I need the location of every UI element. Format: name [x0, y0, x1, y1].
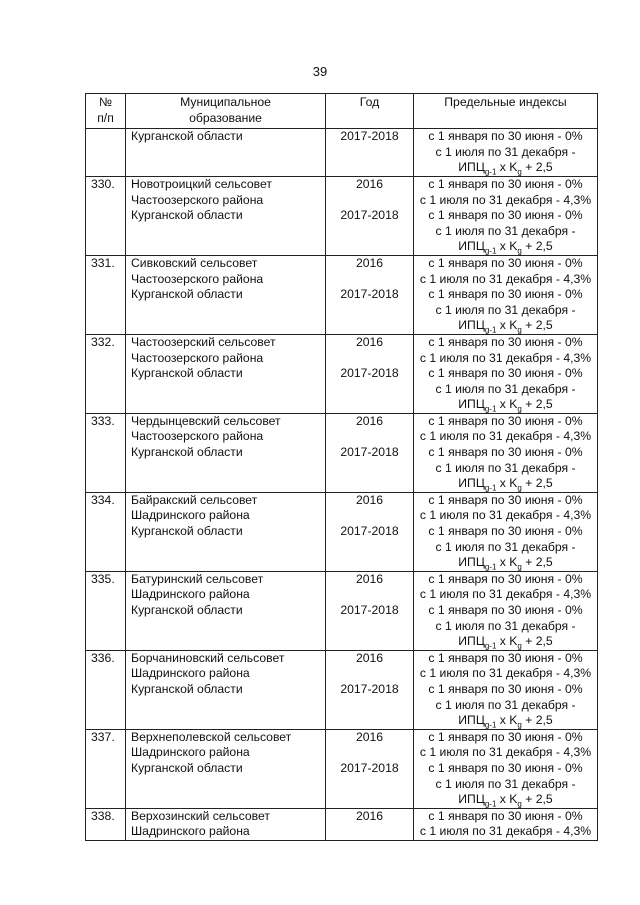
- header-year: Год: [326, 94, 414, 129]
- formula-tail: + 2,5: [521, 555, 553, 570]
- index-formula: [414, 318, 597, 334]
- municipality-name: [126, 492, 326, 571]
- municipality-name-line: Батуринский сельсовет: [131, 571, 264, 586]
- formula-sub2: g: [517, 641, 522, 651]
- year-value: 2017-2018: [340, 366, 399, 381]
- index-line: с 1 июля по 31 декабря - 4,3%: [419, 508, 592, 523]
- year-cell: [326, 729, 414, 808]
- index-formula: [414, 555, 597, 571]
- index-line: с 1 июля по 31 декабря -: [435, 223, 576, 238]
- table-row: [86, 492, 598, 571]
- index-cell: [414, 808, 598, 840]
- index-line: с 1 января по 30 июня - 0%: [428, 524, 583, 539]
- index-formula: [414, 239, 597, 255]
- municipality-name-line: Курганской области: [131, 445, 243, 460]
- year-value: 2017-2018: [340, 524, 399, 539]
- index-formula: [414, 160, 597, 176]
- header-num: [86, 94, 126, 129]
- index-cell: [414, 650, 598, 729]
- municipality-name: [126, 571, 326, 650]
- index-line: с 1 января по 30 июня - 0%: [428, 681, 583, 696]
- municipality-name-line: Частоозерского района: [131, 429, 264, 444]
- header-num-line: №: [98, 95, 113, 109]
- municipality-name-line: Курганской области: [131, 603, 243, 617]
- index-line: с 1 июля по 31 декабря -: [435, 460, 576, 475]
- row-number: 332.: [86, 334, 126, 413]
- index-line: с 1 июля по 31 декабря -: [435, 697, 576, 712]
- formula-base: ИПЦ: [458, 397, 485, 412]
- index-line: с 1 июля по 31 декабря - 4,3%: [419, 587, 592, 602]
- municipality-name-line: Новотроицкий сельсовет: [131, 176, 272, 191]
- formula-tail: + 2,5: [521, 476, 553, 491]
- year-value: 2016: [355, 413, 384, 428]
- table-row: [86, 334, 598, 413]
- formula-sub1: g-1: [484, 325, 497, 335]
- formula-sub2: g: [517, 246, 522, 256]
- indices-table: [85, 93, 598, 841]
- formula-mid: x K: [496, 160, 518, 175]
- formula-mid: x K: [496, 318, 518, 333]
- formula-tail: + 2,5: [521, 160, 553, 175]
- index-cell: [414, 571, 598, 650]
- formula-mid: x K: [496, 792, 518, 807]
- municipality-name: [126, 650, 326, 729]
- index-line: с 1 июля по 31 декабря -: [435, 618, 576, 633]
- index-cell: [414, 129, 598, 177]
- formula-sub1: g-1: [484, 641, 497, 651]
- header-num-line: п/п: [97, 110, 114, 125]
- index-line: с 1 июля по 31 декабря - 4,3%: [419, 429, 592, 444]
- index-cell: [414, 492, 598, 571]
- municipality-name: [126, 176, 326, 255]
- table-row: [86, 129, 598, 177]
- index-line: с 1 января по 30 июня - 0%: [428, 208, 583, 223]
- index-line: с 1 июля по 31 декабря -: [435, 144, 576, 159]
- municipality-name: [126, 255, 326, 334]
- year-cell: [326, 129, 414, 177]
- year-cell: [326, 413, 414, 492]
- municipality-name-line: Шадринского района: [131, 745, 250, 760]
- year-value: 2016: [355, 176, 384, 191]
- year-value: 2016: [355, 808, 384, 823]
- formula-sub2: g: [517, 483, 522, 493]
- municipality-name-line: Курганской области: [131, 524, 243, 539]
- formula-sub2: g: [517, 167, 522, 177]
- row-number: 336.: [86, 650, 126, 729]
- municipality-name-line: Частоозерского района: [131, 350, 264, 365]
- municipality-name-line: Курганской области: [131, 129, 243, 144]
- index-cell: [414, 334, 598, 413]
- municipality-name: [126, 729, 326, 808]
- header-name-line: Муниципальное: [180, 95, 271, 109]
- row-number: 331.: [86, 255, 126, 334]
- table-row: [86, 176, 598, 255]
- index-line: с 1 января по 30 июня - 0%: [428, 287, 583, 302]
- formula-sub2: g: [517, 562, 522, 572]
- index-line: с 1 января по 30 июня - 0%: [428, 729, 583, 744]
- year-cell: [326, 334, 414, 413]
- formula-mid: x K: [496, 476, 518, 491]
- municipality-name-line: Частоозерского района: [131, 271, 264, 286]
- municipality-name-line: Чердынцевский сельсовет: [131, 413, 281, 428]
- formula-tail: + 2,5: [521, 397, 553, 412]
- table-row: [86, 729, 598, 808]
- index-line: с 1 июля по 31 декабря -: [435, 302, 576, 317]
- municipality-name-line: Частоозерского района: [131, 192, 264, 207]
- municipality-name: [126, 129, 326, 177]
- index-line: с 1 июля по 31 декабря - 4,3%: [419, 271, 592, 286]
- year-value: 2016: [355, 492, 384, 507]
- table-row: [86, 255, 598, 334]
- row-number: 338.: [86, 808, 126, 840]
- index-cell: [414, 413, 598, 492]
- page-number: 39: [312, 64, 328, 79]
- formula-mid: x K: [496, 713, 518, 728]
- municipality-name-line: Шадринского района: [131, 587, 250, 602]
- index-line: с 1 июля по 31 декабря - 4,3%: [419, 192, 592, 207]
- row-number: 334.: [86, 492, 126, 571]
- index-line: с 1 января по 30 июня - 0%: [428, 760, 583, 775]
- index-formula: [414, 476, 597, 492]
- index-cell: [414, 176, 598, 255]
- municipality-name-line: Байракский сельсовет: [131, 492, 258, 507]
- year-value: 2017-2018: [340, 760, 399, 775]
- municipality-name-line: Частоозерский сельсовет: [131, 334, 276, 349]
- year-cell: [326, 492, 414, 571]
- index-line: с 1 января по 30 июня - 0%: [428, 413, 583, 428]
- formula-sub1: g-1: [484, 167, 497, 177]
- formula-sub1: g-1: [484, 799, 497, 809]
- municipality-name-line: Борчаниновский сельсовет: [131, 650, 285, 665]
- row-number: 333.: [86, 413, 126, 492]
- year-value: 2016: [355, 571, 384, 586]
- formula-base: ИПЦ: [458, 792, 485, 807]
- year-cell: [326, 255, 414, 334]
- table-row: [86, 413, 598, 492]
- formula-mid: x K: [496, 239, 518, 254]
- formula-base: ИПЦ: [458, 476, 485, 491]
- index-line: с 1 января по 30 июня - 0%: [428, 366, 583, 381]
- index-line: с 1 января по 30 июня - 0%: [428, 445, 583, 460]
- year-cell: [326, 571, 414, 650]
- year-cell: [326, 650, 414, 729]
- index-line: с 1 июля по 31 декабря - 4,3%: [419, 350, 592, 365]
- year-cell: [326, 176, 414, 255]
- year-value: 2017-2018: [340, 287, 399, 302]
- table-row: [86, 808, 598, 840]
- year-value: 2016: [355, 729, 384, 744]
- municipality-name-line: Курганской области: [131, 287, 243, 302]
- formula-base: ИПЦ: [458, 634, 485, 649]
- formula-sub1: g-1: [484, 720, 497, 730]
- index-line: с 1 января по 30 июня - 0%: [428, 571, 583, 586]
- index-line: с 1 января по 30 июня - 0%: [428, 492, 583, 507]
- index-formula: [414, 713, 597, 729]
- municipality-name-line: Шадринского района: [131, 666, 250, 681]
- municipality-name-line: Шадринского района: [131, 824, 250, 839]
- index-line: с 1 января по 30 июня - 0%: [428, 176, 583, 191]
- year-cell: [326, 808, 414, 840]
- formula-tail: + 2,5: [521, 792, 553, 807]
- index-formula: [414, 634, 597, 650]
- municipality-name-line: Верхозинский сельсовет: [131, 808, 270, 823]
- header-name: [126, 94, 326, 129]
- formula-sub2: g: [517, 404, 522, 414]
- formula-sub2: g: [517, 720, 522, 730]
- formula-sub1: g-1: [484, 483, 497, 493]
- index-cell: [414, 255, 598, 334]
- index-line: с 1 января по 30 июня - 0%: [428, 255, 583, 270]
- index-line: с 1 июля по 31 декабря -: [435, 539, 576, 554]
- formula-base: ИПЦ: [458, 555, 485, 570]
- formula-sub1: g-1: [484, 404, 497, 414]
- municipality-name: [126, 413, 326, 492]
- formula-tail: + 2,5: [521, 239, 553, 254]
- formula-base: ИПЦ: [458, 318, 485, 333]
- formula-tail: + 2,5: [521, 318, 553, 333]
- index-line: с 1 января по 30 июня - 0%: [428, 334, 583, 349]
- index-formula: [414, 397, 597, 413]
- index-cell: [414, 729, 598, 808]
- year-value: 2017-2018: [340, 681, 399, 696]
- municipality-name-line: Курганской области: [131, 208, 243, 223]
- formula-sub2: g: [517, 799, 522, 809]
- table-row: [86, 650, 598, 729]
- formula-base: ИПЦ: [458, 160, 485, 175]
- year-value: 2016: [355, 334, 384, 349]
- year-value: 2017-2018: [340, 129, 399, 144]
- formula-tail: + 2,5: [521, 634, 553, 649]
- index-line: с 1 июля по 31 декабря -: [435, 776, 576, 791]
- formula-sub1: g-1: [484, 562, 497, 572]
- formula-sub2: g: [517, 325, 522, 335]
- year-value: 2017-2018: [340, 208, 399, 223]
- row-number: 330.: [86, 176, 126, 255]
- header-index: Предельные индексы: [414, 94, 598, 129]
- index-line: с 1 января по 30 июня - 0%: [428, 808, 583, 823]
- index-line: с 1 июля по 31 декабря - 4,3%: [419, 824, 592, 839]
- formula-mid: x K: [496, 634, 518, 649]
- formula-base: ИПЦ: [458, 239, 485, 254]
- formula-mid: x K: [496, 555, 518, 570]
- formula-base: ИПЦ: [458, 713, 485, 728]
- municipality-name-line: Курганской области: [131, 681, 243, 696]
- formula-sub1: g-1: [484, 246, 497, 256]
- year-value: 2016: [355, 650, 384, 665]
- year-value: 2017-2018: [340, 603, 399, 617]
- row-number: 337.: [86, 729, 126, 808]
- municipality-name-line: Курганской области: [131, 366, 243, 381]
- index-line: с 1 июля по 31 декабря -: [435, 381, 576, 396]
- municipality-name-line: Шадринского района: [131, 508, 250, 523]
- index-line: с 1 июля по 31 декабря - 4,3%: [419, 666, 592, 681]
- formula-tail: + 2,5: [521, 713, 553, 728]
- index-line: с 1 июля по 31 декабря - 4,3%: [419, 745, 592, 760]
- municipality-name: [126, 808, 326, 840]
- formula-mid: x K: [496, 397, 518, 412]
- municipality-name-line: Сивковский сельсовет: [131, 255, 258, 270]
- year-value: 2016: [355, 255, 384, 270]
- index-line: с 1 января по 30 июня - 0%: [428, 129, 583, 144]
- table-row: [86, 571, 598, 650]
- table-header-row: [86, 94, 598, 129]
- index-line: с 1 января по 30 июня - 0%: [428, 650, 583, 665]
- row-number: [86, 129, 126, 177]
- municipality-name: [126, 334, 326, 413]
- row-number: 335.: [86, 571, 126, 650]
- municipality-name-line: Верхнеполевской сельсовет: [131, 729, 292, 744]
- municipality-name-line: Курганской области: [131, 760, 243, 775]
- index-formula: [414, 792, 597, 808]
- year-value: 2017-2018: [340, 445, 399, 460]
- index-line: с 1 января по 30 июня - 0%: [428, 603, 583, 617]
- header-name-line: образование: [189, 110, 262, 125]
